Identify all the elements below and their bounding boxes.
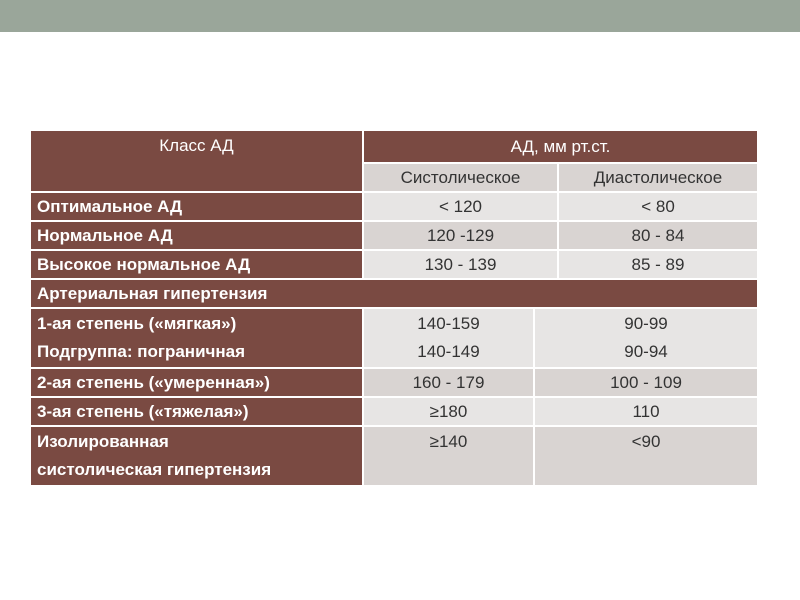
grade1-diastolic-cell [534, 308, 758, 368]
grade2-diastolic: 100 - 109 [534, 368, 758, 397]
header-ad: АД, мм рт.ст. [363, 130, 758, 163]
isolated-label-line2: систолическая гипертензия [37, 460, 272, 479]
isolated-systolic-cell [363, 426, 534, 486]
grade3-systolic: ≥180 [363, 397, 534, 426]
subgroup-systolic: 140-149 [417, 342, 480, 361]
isolated-label-cell [30, 426, 363, 486]
isolated-label-line1: Изолированная [37, 432, 169, 451]
bp-classification-table [29, 129, 759, 487]
grade1-diastolic: 90-99 [624, 314, 668, 333]
row-diastolic: 80 - 84 [558, 221, 758, 250]
isolated-systolic: ≥140 [429, 432, 468, 451]
grade1-label: 1-ая степень («мягкая») [37, 314, 237, 333]
header-class-cell [30, 130, 363, 192]
row-systolic: 130 - 139 [363, 250, 558, 279]
row-label: Высокое нормальное АД [30, 250, 363, 279]
isolated-diastolic-cell [534, 426, 758, 486]
header-class: Класс АД [159, 136, 234, 155]
section-hypertension: Артериальная гипертензия [30, 279, 758, 308]
row-systolic: < 120 [363, 192, 558, 221]
grade2-label: 2-ая степень («умеренная») [30, 368, 363, 397]
subheader-diastolic: Диастолическое [558, 163, 758, 192]
row-systolic: 120 -129 [363, 221, 558, 250]
subheader-systolic: Систолическое [363, 163, 558, 192]
row-label: Нормальное АД [30, 221, 363, 250]
row-diastolic: 85 - 89 [558, 250, 758, 279]
row-diastolic: < 80 [558, 192, 758, 221]
subgroup-diastolic: 90-94 [624, 342, 668, 361]
grade2-systolic: 160 - 179 [363, 368, 534, 397]
row-label: Оптимальное АД [30, 192, 363, 221]
top-bar [0, 0, 800, 32]
grade3-diastolic: 110 [534, 397, 758, 426]
grade1-systolic-cell [363, 308, 534, 368]
grade3-label: 3-ая степень («тяжелая») [30, 397, 363, 426]
isolated-diastolic: <90 [631, 432, 661, 451]
subgroup-label: Подгруппа: пограничная [37, 342, 246, 361]
grade1-systolic: 140-159 [417, 314, 480, 333]
grade1-label-cell [30, 308, 363, 368]
